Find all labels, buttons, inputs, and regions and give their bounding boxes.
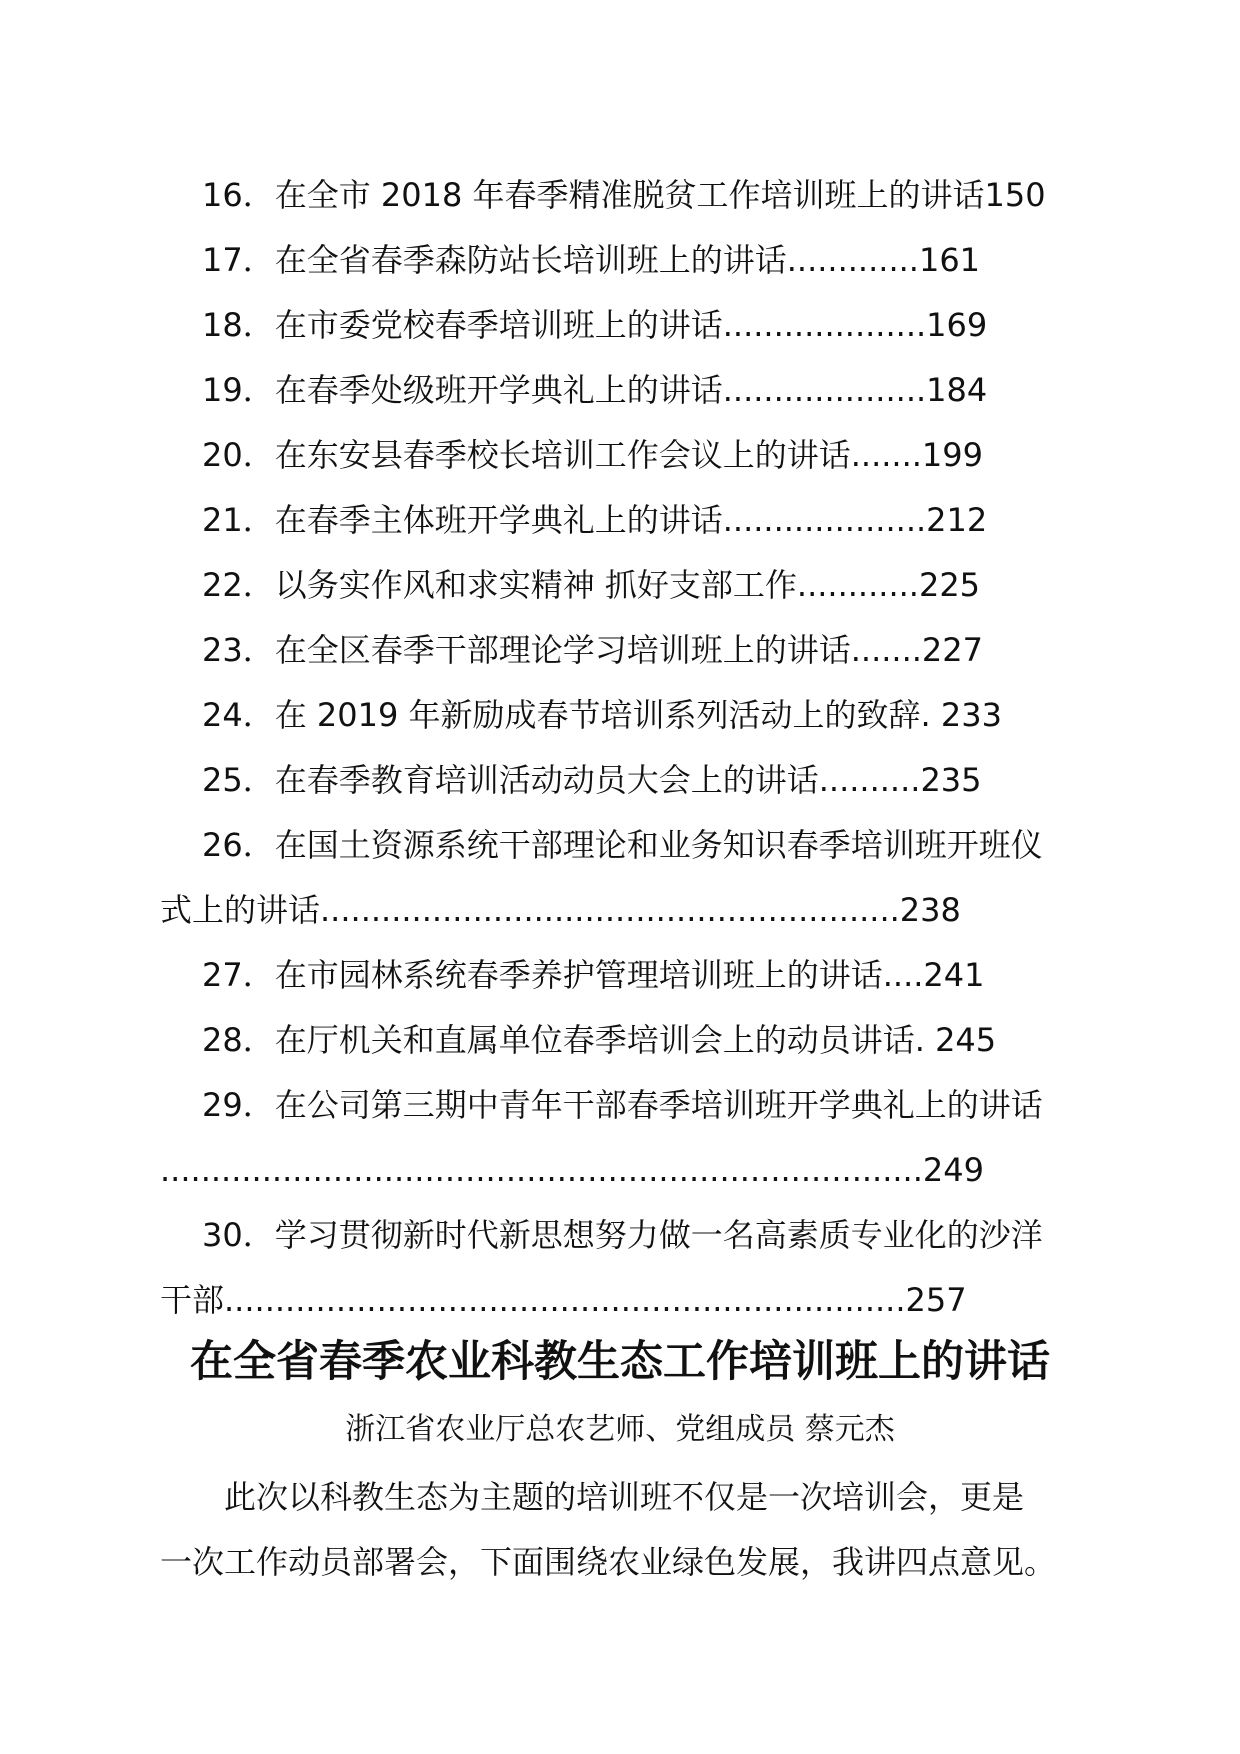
paragraph-line-2: 一次工作动员部署会，下面围绕农业绿色发展，我讲四点意见。 bbox=[160, 1543, 1057, 1581]
toc-entry-22[interactable]: 22．以务实作风和求实精神 抓好支部工作............225 bbox=[202, 566, 981, 604]
toc-entry-18[interactable]: 18．在市委党校春季培训班上的讲话....................169 bbox=[202, 306, 988, 344]
toc-entry-24[interactable]: 24．在 2019 年新励成春节培训系列活动上的致辞. 233 bbox=[202, 696, 1002, 734]
toc-entry-26[interactable]: 26．在国土资源系统干部理论和业务知识春季培训班开班仪 bbox=[202, 826, 1043, 864]
toc-entry-19[interactable]: 19．在春季处级班开学典礼上的讲话....................184 bbox=[202, 371, 988, 409]
article-body bbox=[160, 1465, 1090, 1595]
toc-entry-17[interactable]: 17．在全省春季森防站长培训班上的讲话.............161 bbox=[202, 241, 981, 279]
toc-entry-28[interactable]: 28．在厅机关和直属单位春季培训会上的动员讲话. 245 bbox=[202, 1021, 997, 1059]
article-title: 在全省春季农业科教生态工作培训班上的讲话 bbox=[190, 1337, 1050, 1387]
toc-entry-20[interactable]: 20．在东安县春季校长培训工作会议上的讲话.......199 bbox=[202, 436, 984, 474]
table-of-contents bbox=[160, 163, 1090, 1333]
article-byline: 浙江省农业厅总农艺师、党组成员 蔡元杰 bbox=[345, 1412, 895, 1447]
toc-entry-30-continued[interactable]: 干部...................................................................257 bbox=[160, 1281, 967, 1319]
toc-entry-25[interactable]: 25．在春季教育培训活动动员大会上的讲话..........235 bbox=[202, 761, 982, 799]
toc-entry-29-continued[interactable]: ...........................................................................249 bbox=[160, 1151, 984, 1189]
toc-entry-29[interactable]: 29．在公司第三期中青年干部春季培训班开学典礼上的讲话 bbox=[202, 1086, 1043, 1124]
toc-entry-21[interactable]: 21．在春季主体班开学典礼上的讲话....................212 bbox=[202, 501, 988, 539]
toc-entry-23[interactable]: 23．在全区春季干部理论学习培训班上的讲话.......227 bbox=[202, 631, 984, 669]
toc-entry-16[interactable]: 16．在全市 2018 年春季精准脱贫工作培训班上的讲话150 bbox=[202, 176, 1046, 214]
toc-entry-27[interactable]: 27．在市园林系统春季养护管理培训班上的讲话....241 bbox=[202, 956, 985, 994]
paragraph-line-1: 此次以科教生态为主题的培训班不仅是一次培训会，更是 bbox=[224, 1478, 1025, 1516]
toc-entry-30[interactable]: 30．学习贯彻新时代新思想努力做一名高素质专业化的沙洋 bbox=[202, 1216, 1043, 1254]
toc-entry-26-continued[interactable]: 式上的讲话.........................................................238 bbox=[160, 891, 961, 929]
